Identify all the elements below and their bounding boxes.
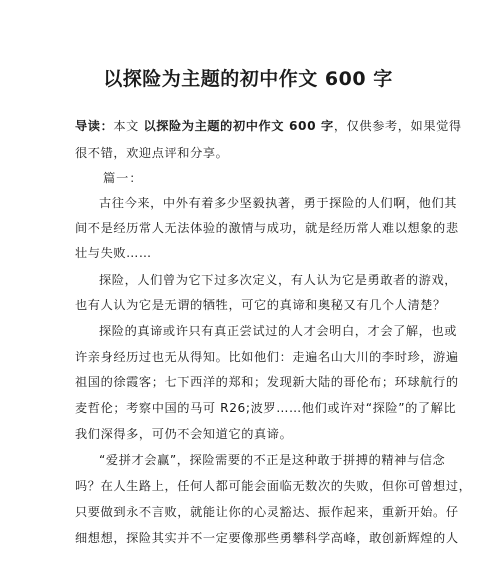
- intro-article-title: 以探险为主题的初中作文 600 字: [143, 119, 334, 133]
- paragraph-2-line-1: 探险，人们曾为它下过多次定义，有人认为它是勇敢者的游戏，: [99, 273, 458, 287]
- intro-prefix: 本文: [113, 119, 144, 133]
- paragraph-4-line-2: 吗？在人生路上，任何人都可能会面临无数次的失败，但你可曾想过，: [75, 479, 472, 493]
- document-title: 以探险为主题的初中作文 600 字: [103, 68, 393, 90]
- paragraph-3-line-1: 探险的真谛或许只有真正尝试过的人才会明白，才会了解，也或: [99, 324, 458, 338]
- intro-line: [75, 118, 462, 134]
- paragraph-1-line-3: 壮与失败……: [75, 246, 152, 260]
- paragraph-3-line-4: 麦哲伦；考察中国的马可 R26;波罗……他们或许对“探险”的了解比: [75, 401, 457, 415]
- paragraph-3-line-3: 祖国的徐霞客；七下西洋的郑和；发现新大陆的哥伦布；环球航行的: [75, 375, 459, 389]
- section-label: 篇一：: [103, 171, 143, 185]
- intro-line-2: 很不错，欢迎点评和分享。: [75, 146, 229, 160]
- intro-label: 导读：: [75, 119, 114, 133]
- paragraph-4-line-4: 细想想，探险其实并不一定要像那些勇攀科学高峰，敢创新辉煌的人: [75, 531, 459, 545]
- paragraph-3-line-5: 我们深得多，可仍不会知道它的真谛。: [75, 427, 293, 441]
- paragraph-4-line-3: 只要做到永不言败，就能让你的心灵豁达、振作起来，重新开始。仔: [75, 505, 459, 519]
- paragraph-3-line-2: 许亲身经历过也无从得知。比如他们：走遍名山大川的李时珍，游遍: [75, 350, 459, 364]
- paragraph-4-line-1: “爱拼才会赢”，探险需要的不正是这种敢于拼搏的精神与信念: [99, 453, 446, 467]
- paragraph-1-line-1: 古往今来，中外有着多少坚毅执著，勇于探险的人们啊，他们其: [99, 196, 458, 210]
- paragraph-1-line-2: 间不是经历常人无法体验的激情与成功，就是经历常人难以想象的悲: [75, 221, 459, 235]
- paragraph-2-line-2: 也有人认为它是无谓的牺牲，可它的真谛和奥秘又有几个人清楚？: [75, 298, 446, 312]
- intro-suffix: ，仅供参考，如果觉得: [333, 119, 462, 133]
